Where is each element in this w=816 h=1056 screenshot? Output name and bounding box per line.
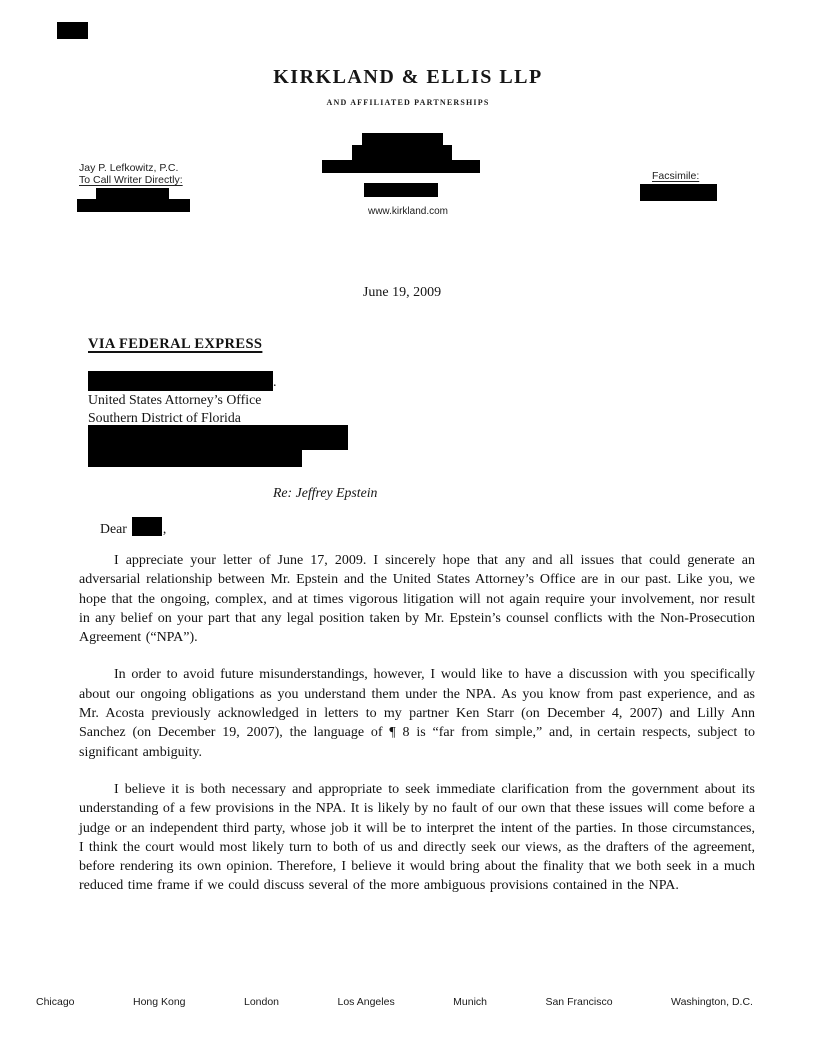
attorney-contact-block bbox=[79, 162, 183, 186]
salutation-line bbox=[100, 517, 166, 537]
letter-body bbox=[79, 551, 755, 914]
letter-date: June 19, 2009 bbox=[362, 285, 442, 300]
delivery-method: VIA FEDERAL EXPRESS bbox=[88, 336, 263, 352]
footer-city: London bbox=[243, 996, 280, 1008]
facsimile-label: Facsimile: bbox=[652, 170, 700, 182]
footer-city: San Francisco bbox=[545, 996, 613, 1008]
footer-city: Hong Kong bbox=[132, 996, 186, 1008]
redaction-salutation-name bbox=[132, 517, 162, 536]
redaction-firm-phone bbox=[364, 183, 438, 197]
redaction-facsimile-number bbox=[640, 184, 717, 201]
recipient-address-line2: Southern District of Florida bbox=[88, 410, 241, 425]
redaction-street-address-bottom bbox=[88, 450, 302, 467]
body-paragraph-2: In order to avoid future misunderstandings, however, I would like to have a discussion with you specifically about our ongoing obligations as you understand them under the NPA. As you know from past experience, and as Mr. Acosta previously acknowledged in letters to my partner Ken Starr (on December 4, 2007) and Lilly Ann Sanchez (on December 19, 2007), the language of ¶ 8 is “far from simple,” and, in certain respects, subject to significant ambiguity. bbox=[79, 667, 755, 760]
redaction-street-address-top bbox=[88, 425, 348, 450]
attorney-name: Jay P. Lefkowitz, P.C. bbox=[79, 162, 179, 174]
recipient-address-line1: United States Attorney’s Office bbox=[88, 392, 262, 407]
call-writer-label: To Call Writer Directly: bbox=[79, 174, 183, 186]
redaction-firm-address-3 bbox=[322, 160, 480, 173]
recipient-line bbox=[88, 371, 277, 391]
footer-city: Chicago bbox=[36, 996, 75, 1008]
salutation-suffix: , bbox=[162, 521, 167, 536]
scan-artifact-mark bbox=[57, 22, 88, 39]
footer-office-cities bbox=[36, 996, 753, 1008]
firm-name: KIRKLAND & ELLIS LLP bbox=[273, 66, 543, 88]
footer-city: Los Angeles bbox=[337, 996, 395, 1008]
re-line: Re: Jeffrey Epstein bbox=[273, 485, 378, 500]
firm-website: www.kirkland.com bbox=[367, 206, 449, 217]
salutation-prefix: Dear bbox=[100, 521, 127, 536]
footer-city: Munich bbox=[453, 996, 488, 1008]
body-paragraph-1: I appreciate your letter of June 17, 2009. I sincerely hope that any and all issues that could generate an adversarial relationship between Mr. Epstein and the United States Attorney’s Office are in our past. Like you, we hope that the ongoing, complex, and at times vigorous litigation will not again require your involvement, nor result in any belief on your part that any legal position taken by Mr. Epstein’s counsel conflicts with the Non-Prosecution Agreement (“NPA”). bbox=[79, 553, 755, 646]
footer-city: Washington, D.C. bbox=[671, 996, 753, 1008]
redaction-recipient-name bbox=[88, 371, 273, 391]
body-paragraph-3: I believe it is both necessary and appropriate to seek immediate clarification from the government about its understanding of a few provisions in the NPA. It is likely by no fault of our own that these issues will come before a judge or an independent third party, whose job it will be to interpret the intent of the parties. In those circumstances, I think the court would most likely turn to both of us and directly seek our views, as the drafters of the agreement, before rendering its own opinion. Therefore, I believe it would bring about the finality that we both seek in a much reduced time frame if we could discuss several of the more ambiguous provisions contained in the NPA. bbox=[79, 781, 755, 894]
recipient-suffix: . bbox=[273, 375, 277, 390]
firm-tagline: AND AFFILIATED PARTNERSHIPS bbox=[326, 98, 490, 107]
